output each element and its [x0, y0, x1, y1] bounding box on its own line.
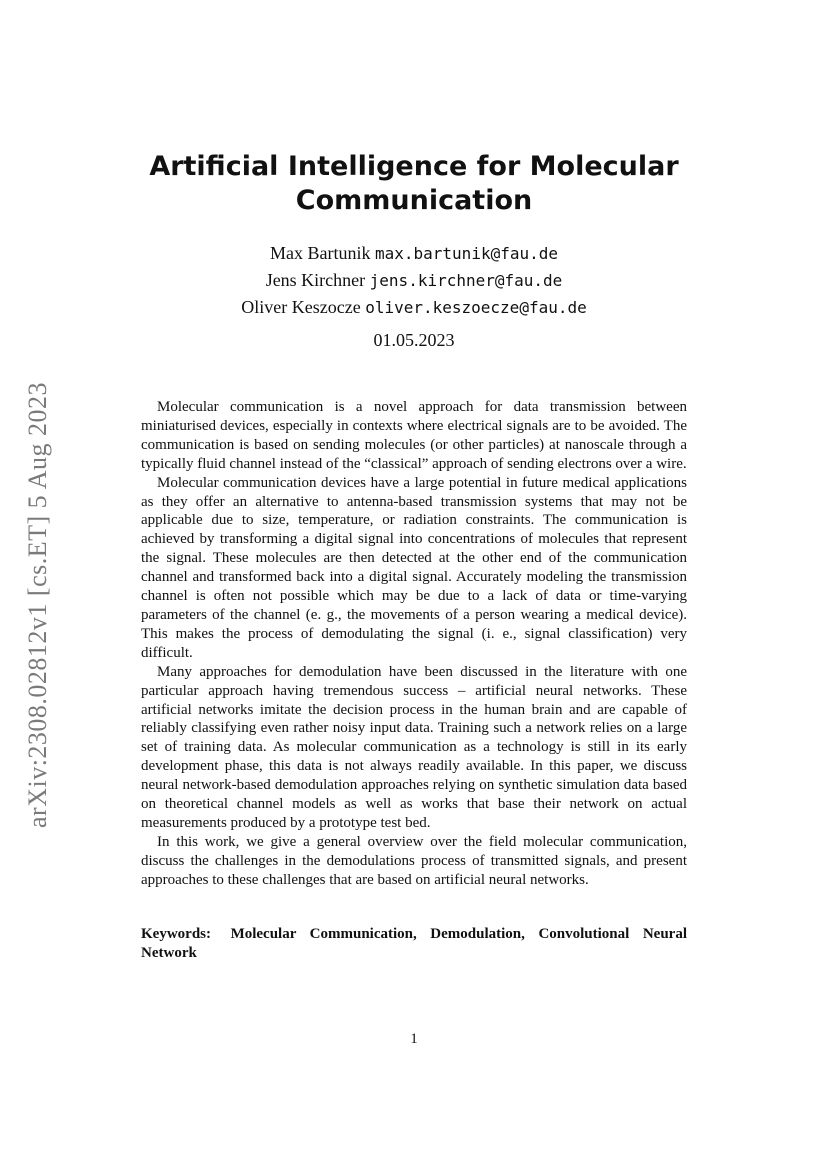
abstract-paragraph: Many approaches for demodulation have been discussed in the literature with one particular approach having tremendous success – artificial neural networks. These artificial networks imitate the decision process in the human brain and are capable of reliably classifying even rather noisy input data. Training such a network relies on a large set of training data. As molecular communication as a technology is still in its early development phase, this data is not always readily available. In this paper, we discuss neural network-based demodulation approaches relying on synthetic simulation data based on theoretical channel models as well as works that base their network on actual measurements produced by a prototype test bed.	[141, 663, 687, 831]
author-entry	[120, 294, 708, 321]
abstract-paragraph: Molecular communication is a novel approach for data transmission between miniaturised devices, especially in contexts where electrical signals are to be avoided. The communication is based on sending molecules (or other particles) at nanoscale through a typically fluid channel instead of the “classical” approach of sending electrons over a wire.	[141, 399, 687, 472]
abstract-paragraph: In this work, we give a general overview over the field molecular communication, discuss the challenges in the demodulations process of transmitted signals, and present approaches to these challenges that are based on artificial neural networks.	[141, 833, 687, 888]
keywords-label: Keywords:	[141, 926, 211, 942]
author-name: Oliver Keszocze	[241, 297, 361, 317]
keywords-section	[141, 925, 687, 963]
author-entry	[120, 240, 708, 267]
author-email: jens.kirchner@fau.de	[369, 271, 563, 290]
page-number: 1	[410, 1031, 418, 1047]
publication-date: 01.05.2023	[373, 330, 455, 350]
paper-title: Artificial Intelligence for Molecular Communication	[149, 151, 679, 216]
abstract	[141, 398, 687, 890]
keywords-list: Molecular Communication, Demodulation, Convolutional Neural Network	[141, 926, 688, 961]
author-name: Max Bartunik	[269, 243, 371, 263]
author-email: max.bartunik@fau.de	[374, 244, 559, 263]
author-name: Jens Kirchner	[265, 270, 366, 290]
abstract-paragraph: Molecular communication devices have a large potential in future medical applications as they offer an alternative to antenna-based transmission systems that may not be applicable due to size, temperature, or radiation constraints. The communication is achieved by transforming a digital signal into concentrations of molecules that represent the signal. These molecules are then detected at the other end of the communication channel and transformed back into a digital signal. Accurately modeling the transmission channel is often not possible which may be due to a lack of data or time-varying parameters of the channel (e. g., the movements of a person wearing a medical device). This makes the process of demodulating the signal (i. e., signal classification) very difficult.	[141, 474, 687, 661]
arxiv-identifier: arXiv:2308.02812v1 [cs.ET] 5 Aug 2023	[23, 381, 52, 829]
author-entry	[120, 267, 708, 294]
author-list	[120, 240, 708, 321]
author-email: oliver.keszoecze@fau.de	[365, 298, 587, 317]
